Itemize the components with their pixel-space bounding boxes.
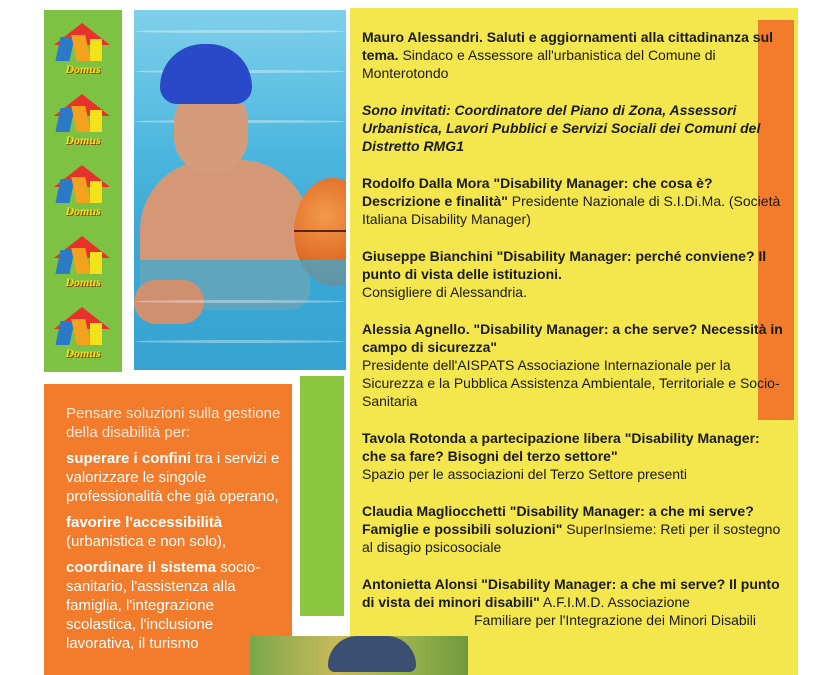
- program-entry: [362, 28, 784, 82]
- logo-word: Domus: [65, 62, 101, 77]
- domus-logo: [50, 19, 116, 79]
- entry-detail: Consigliere di Alessandria.: [362, 284, 527, 300]
- domus-logo: [50, 161, 116, 221]
- logo-word: Domus: [65, 345, 101, 360]
- entry-title: Tavola Rotonda a partecipazione libera "Disability Manager: che sa fare? Bisogni del terzo settore": [362, 430, 760, 464]
- program-entry: [362, 320, 784, 410]
- goals-box: [44, 384, 292, 675]
- domus-logo: [50, 232, 116, 292]
- program-entry: [362, 174, 784, 228]
- entry-detail: Spazio per le associazioni del Terzo Settore presenti: [362, 466, 688, 482]
- goal-title: coordinare il sistema: [66, 559, 217, 576]
- entry-title: Giuseppe Bianchini "Disability Manager: perché conviene? Il punto di vista delle istituzioni.: [362, 248, 767, 282]
- program-entry: [362, 502, 784, 556]
- entry-detail: Sindaco e Assessore all'urbanistica del Comune di Monterotondo: [362, 47, 716, 81]
- entry-detail: Presidente Nazionale di S.I.Di.Ma. (Società Italiana Disability Manager): [362, 193, 781, 227]
- entry-detail: Presidente dell'AISPATS Associazione Internazionale per la Sicurezza e la Pubblica Assistenza Ambientale, Territoriale e Socio-Sanitaria: [362, 357, 780, 409]
- entry-title: Mauro Alessandri. Saluti e aggiornamenti alla cittadinanza sul tema.: [362, 29, 774, 63]
- invited-text: Sono invitati: Coordinatore del Piano di Zona, Assessori Urbanistica, Lavori Pubblici e Servizi Sociali dei Comuni del Distretto RMG1: [362, 102, 761, 154]
- green-bar: [300, 376, 344, 616]
- logo-word: Domus: [65, 203, 101, 218]
- goal-title: favorire l'accessibilità: [66, 514, 223, 531]
- logo-word: Domus: [65, 274, 101, 289]
- domus-logo: [50, 90, 116, 150]
- goal-item: [66, 449, 282, 506]
- entry-title: Alessia Agnello. "Disability Manager: a che serve? Necessità in campo di sicurezza": [362, 321, 783, 355]
- logo-strip: [44, 10, 122, 372]
- child-photo: [250, 636, 468, 675]
- goal-detail: (urbanistica e non solo),: [66, 533, 227, 550]
- program-list: [362, 28, 784, 648]
- entry-title: Antonietta Alonsi "Disability Manager: a che mi serve? Il punto di vista dei minori disabili": [362, 576, 780, 610]
- entry-detail-indent: Familiare per l'Integrazione dei Minori Disabili: [474, 612, 757, 628]
- program-entry: [362, 247, 784, 301]
- program-entry: [362, 575, 784, 629]
- logo-word: Domus: [65, 133, 101, 148]
- domus-logo: [50, 303, 116, 363]
- goal-title: superare i confini: [66, 450, 192, 467]
- entry-detail: A.F.I.M.D. Associazione: [539, 594, 690, 610]
- swimmer-photo: [134, 10, 346, 370]
- invited-entry: [362, 101, 784, 155]
- program-entry: [362, 429, 784, 483]
- entry-detail: SuperInsieme: Reti per il sostegno al disagio psicosociale: [362, 521, 781, 555]
- entry-title: Rodolfo Dalla Mora "Disability Manager: che cosa è? Descrizione e finalità": [362, 175, 713, 209]
- goal-item: [66, 513, 282, 551]
- goals-intro: Pensare soluzioni sulla gestione della disabilità per:: [66, 405, 281, 441]
- goal-detail: socio-sanitario, l'assistenza alla famiglia, l'integrazione scolastica, l'inclusione lavorativa, il turismo: [66, 559, 261, 652]
- entry-title: Claudia Magliocchetti "Disability Manager: a che mi serve? Famiglie e possibili soluzioni": [362, 503, 754, 537]
- goal-detail: tra i servizi e valorizzare le singole professionalità che già operano,: [66, 450, 280, 505]
